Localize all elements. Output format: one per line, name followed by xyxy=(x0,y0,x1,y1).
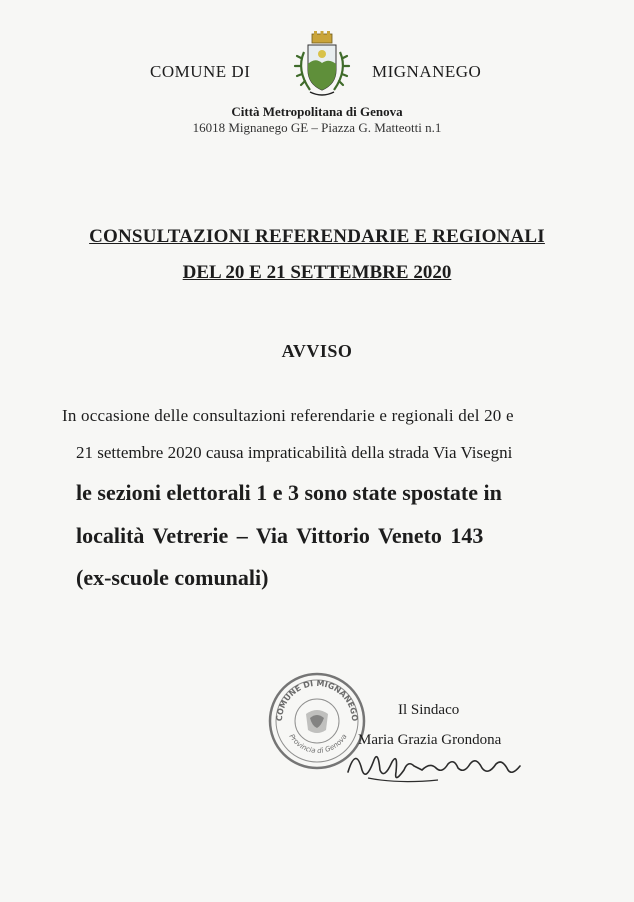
notice-bold-line-1: le sezioni elettorali 1 e 3 sono state spostate in xyxy=(76,480,502,505)
metropolitan-city: Città Metropolitana di Genova xyxy=(231,104,403,119)
mayor-name: Maria Grazia Grondona xyxy=(358,732,502,748)
notice-bold-line-2: località Vetrerie – Via Vittorio Veneto 143 xyxy=(76,523,484,548)
municipal-crest-icon xyxy=(290,30,354,100)
mayor-role: Il Sindaco xyxy=(398,702,460,718)
handwritten-signature xyxy=(338,740,528,790)
title-line-2: DEL 20 E 21 SETTEMBRE 2020 xyxy=(182,262,452,283)
header-comune-label: COMUNE DI xyxy=(150,62,251,81)
notice-bold-line-3: (ex-scuole comunali) xyxy=(76,565,269,590)
notice-heading: AVVISO xyxy=(281,341,353,361)
municipal-address: 16018 Mignanego GE – Piazza G. Matteotti n.1 xyxy=(192,120,442,135)
notice-body-line-1: In occasione delle consultazioni referendarie e regionali del 20 e xyxy=(62,406,514,425)
svg-text:COMUNE DI MIGNANEGO: COMUNE DI MIGNANEGO xyxy=(274,678,360,722)
svg-text:Provincia di Genova: Provincia di Genova xyxy=(287,732,349,756)
title-line-1: CONSULTAZIONI REFERENDARIE E REGIONALI xyxy=(89,226,545,247)
notice-body-line-2: 21 settembre 2020 causa impraticabilità della strada Via Visegni xyxy=(76,443,513,462)
header-town-name: MIGNANEGO xyxy=(372,62,482,81)
